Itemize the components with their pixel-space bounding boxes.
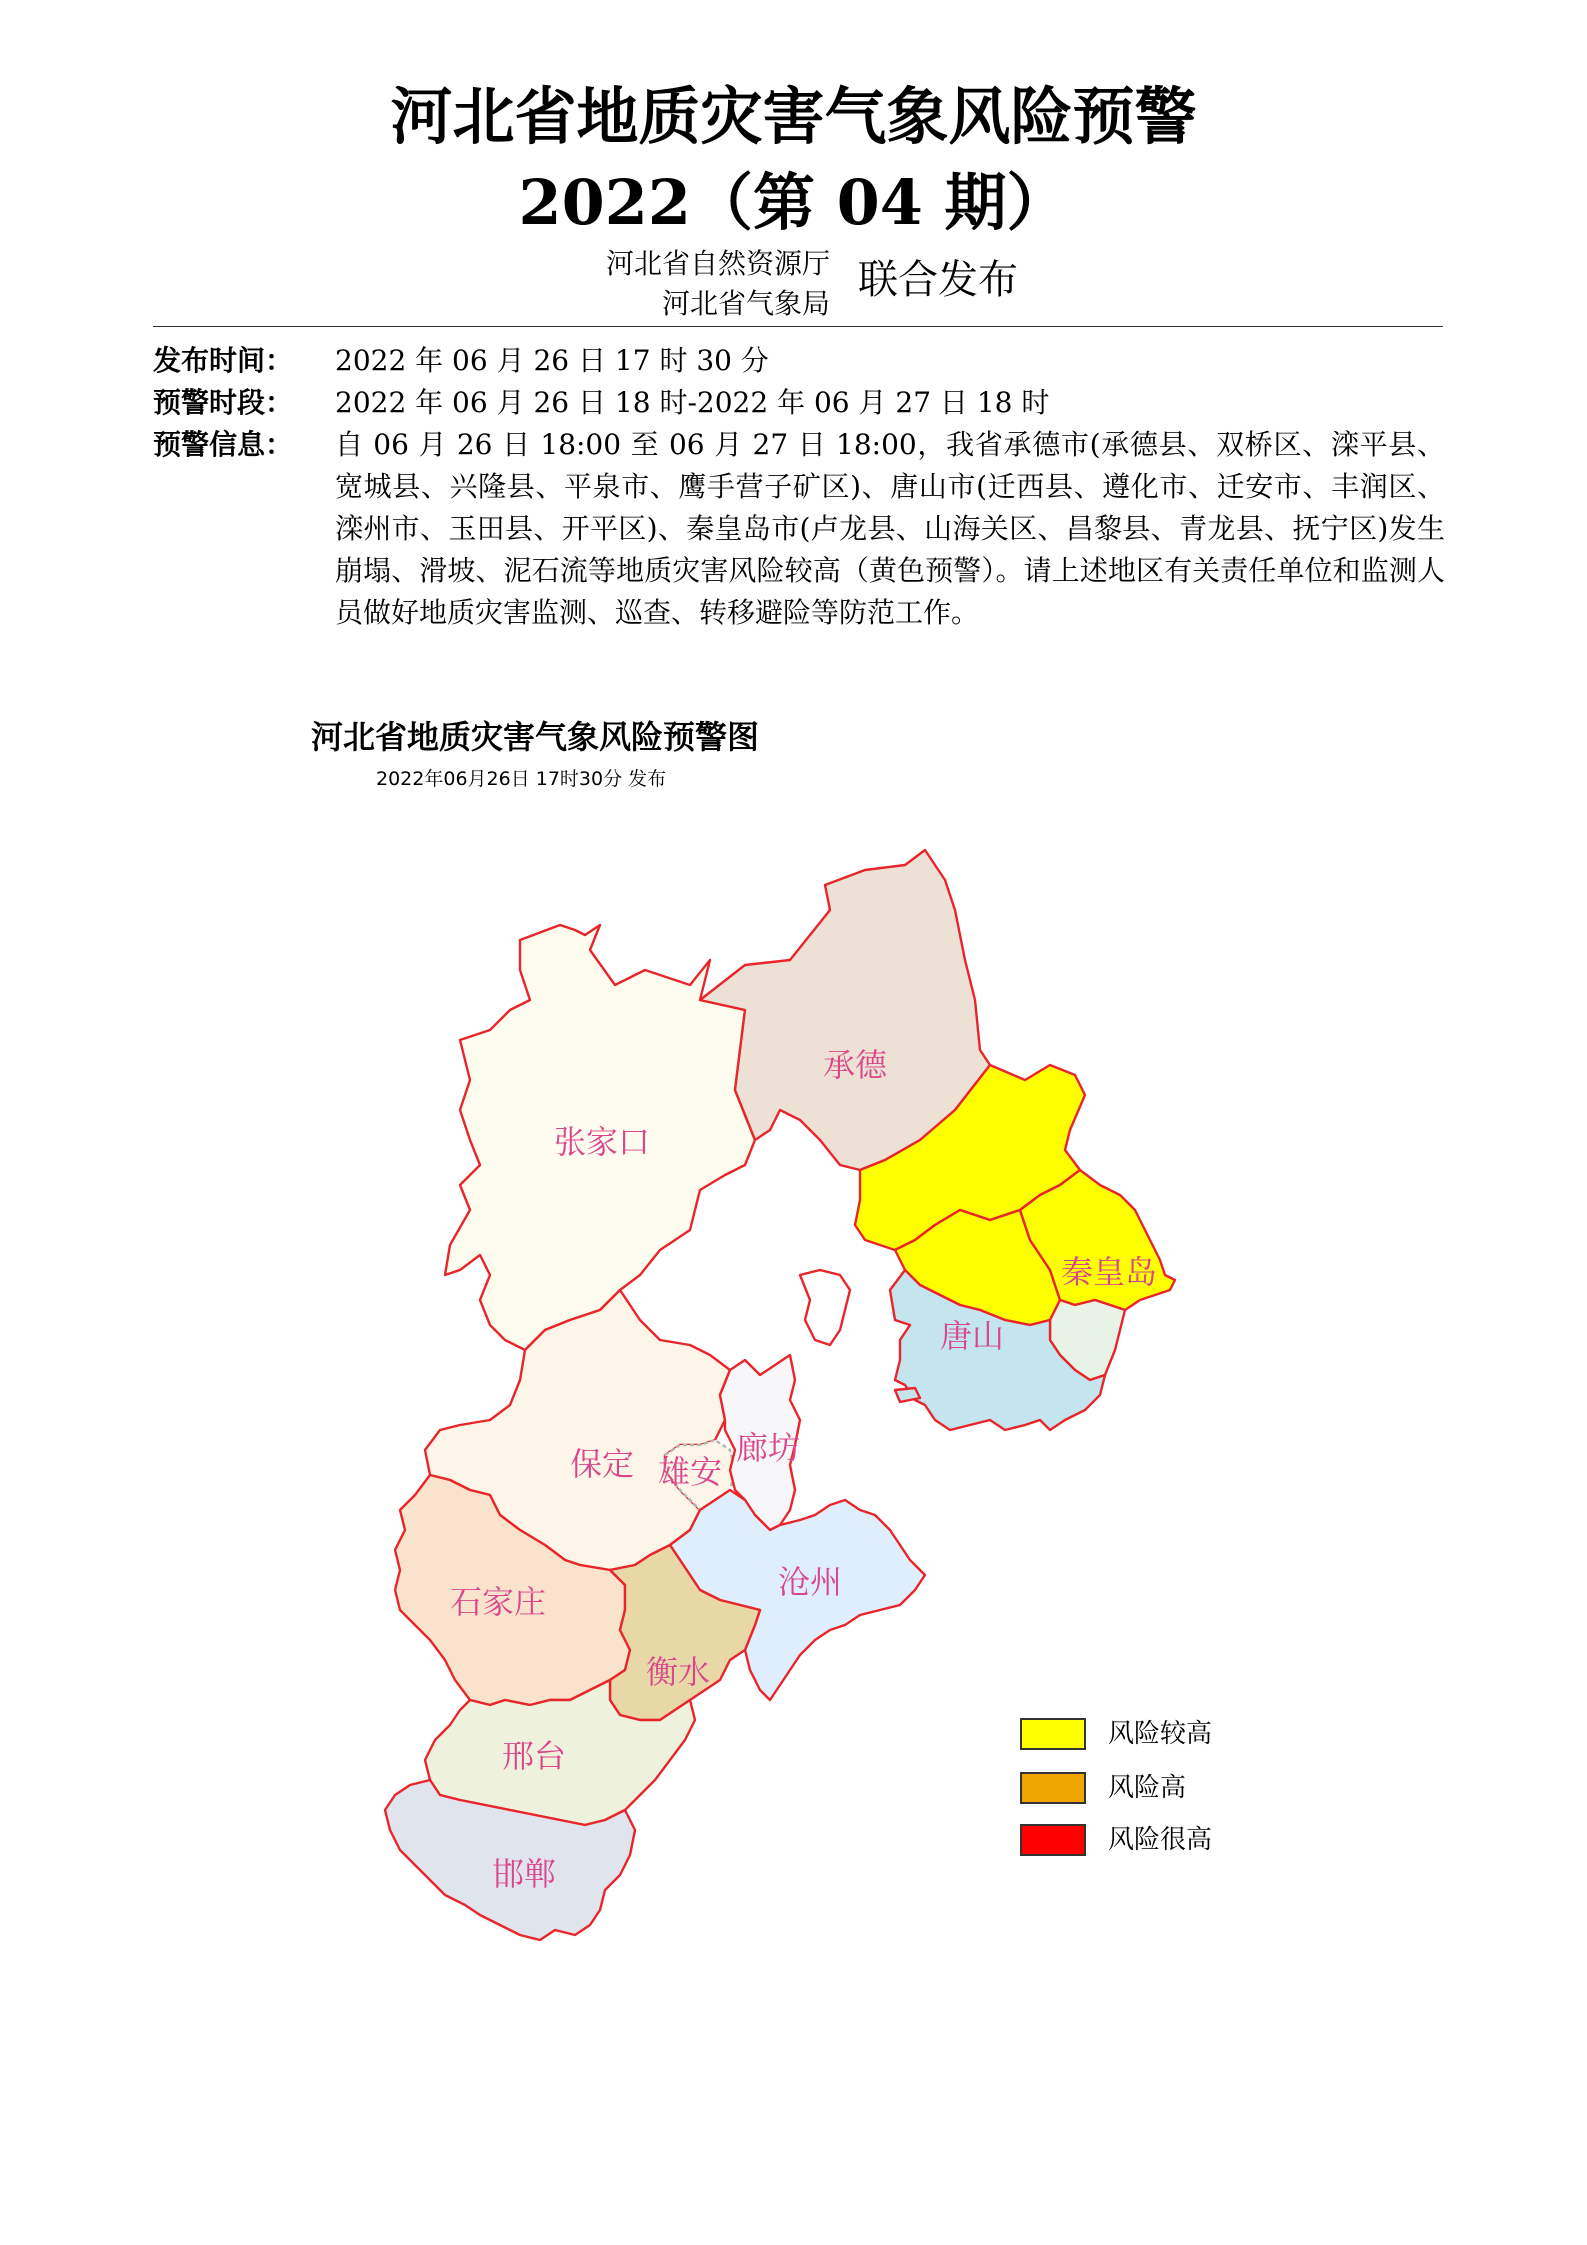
release-time-label: 发布时间： <box>153 344 294 377</box>
label-xiongan: 雄安 <box>657 1453 723 1491</box>
joint-release: 联合发布 <box>858 257 1018 303</box>
label-tangshan: 唐山 <box>939 1317 1005 1355</box>
document-title: 河北省地质灾害气象风险预警 <box>390 80 1197 153</box>
release-time-value: 2022 年 06 月 26 日 17 时 30 分 <box>335 344 769 377</box>
warning-period-value: 2022 年 06 月 26 日 18 时-2022 年 06 月 27 日 18 时 <box>335 386 1050 419</box>
label-qinhuangdao: 秦皇岛 <box>1060 1253 1158 1291</box>
label-chengde: 承德 <box>822 1046 888 1084</box>
legend-swatch <box>1020 1824 1086 1856</box>
legend-label: 风险高 <box>1108 1773 1187 1803</box>
label-cangzhou: 沧州 <box>777 1563 843 1601</box>
map-title: 河北省地质灾害气象风险预警图 <box>311 718 760 756</box>
issue-number: 2022（第 04 期） <box>518 166 1069 239</box>
region-tangshan-islet <box>895 1388 920 1402</box>
label-xingtai: 邢台 <box>501 1737 567 1775</box>
map-subtitle: 2022年06月26日 17时30分 发布 <box>376 768 667 790</box>
warning-period-label: 预警时段： <box>153 386 294 419</box>
legend-label: 风险较高 <box>1108 1719 1213 1749</box>
warning-info-value: 自 06 月 26 日 18:00 至 06 月 27 日 18:00，我省承德市(承德县、双桥区、滦平县、宽城县、兴隆县、平泉市、鹰手营子矿区)、唐山市(迁西县、遵化市、迁安市、丰润区、滦州市、玉田县、开平区)、秦皇岛市(卢龙县、山海关区、昌黎县、青龙县、抚宁区)发生崩塌、滑坡、泥石流等地质灾害风险较高（黄色预警）。请上述地区有关责任单位和监测人员做好地质灾害监测、巡查、转移避险等防范工作。 <box>335 428 1445 629</box>
legend-label: 风险很高 <box>1108 1825 1213 1855</box>
label-zhangjiakou: 张家口 <box>553 1123 651 1161</box>
issuer-natural-resources: 河北省自然资源厅 <box>605 247 830 280</box>
label-shijiazhuang: 石家庄 <box>449 1583 547 1621</box>
label-handan: 邯郸 <box>491 1855 557 1893</box>
legend-swatch <box>1020 1772 1086 1804</box>
label-langfang: 廊坊 <box>735 1429 801 1467</box>
label-baoding: 保定 <box>569 1445 635 1483</box>
warning-info-label: 预警信息： <box>153 428 294 461</box>
region-beijing-border <box>800 1270 850 1345</box>
label-hengshui: 衡水 <box>645 1653 711 1691</box>
issuer-meteorology: 河北省气象局 <box>661 287 830 320</box>
legend-swatch <box>1020 1718 1086 1750</box>
